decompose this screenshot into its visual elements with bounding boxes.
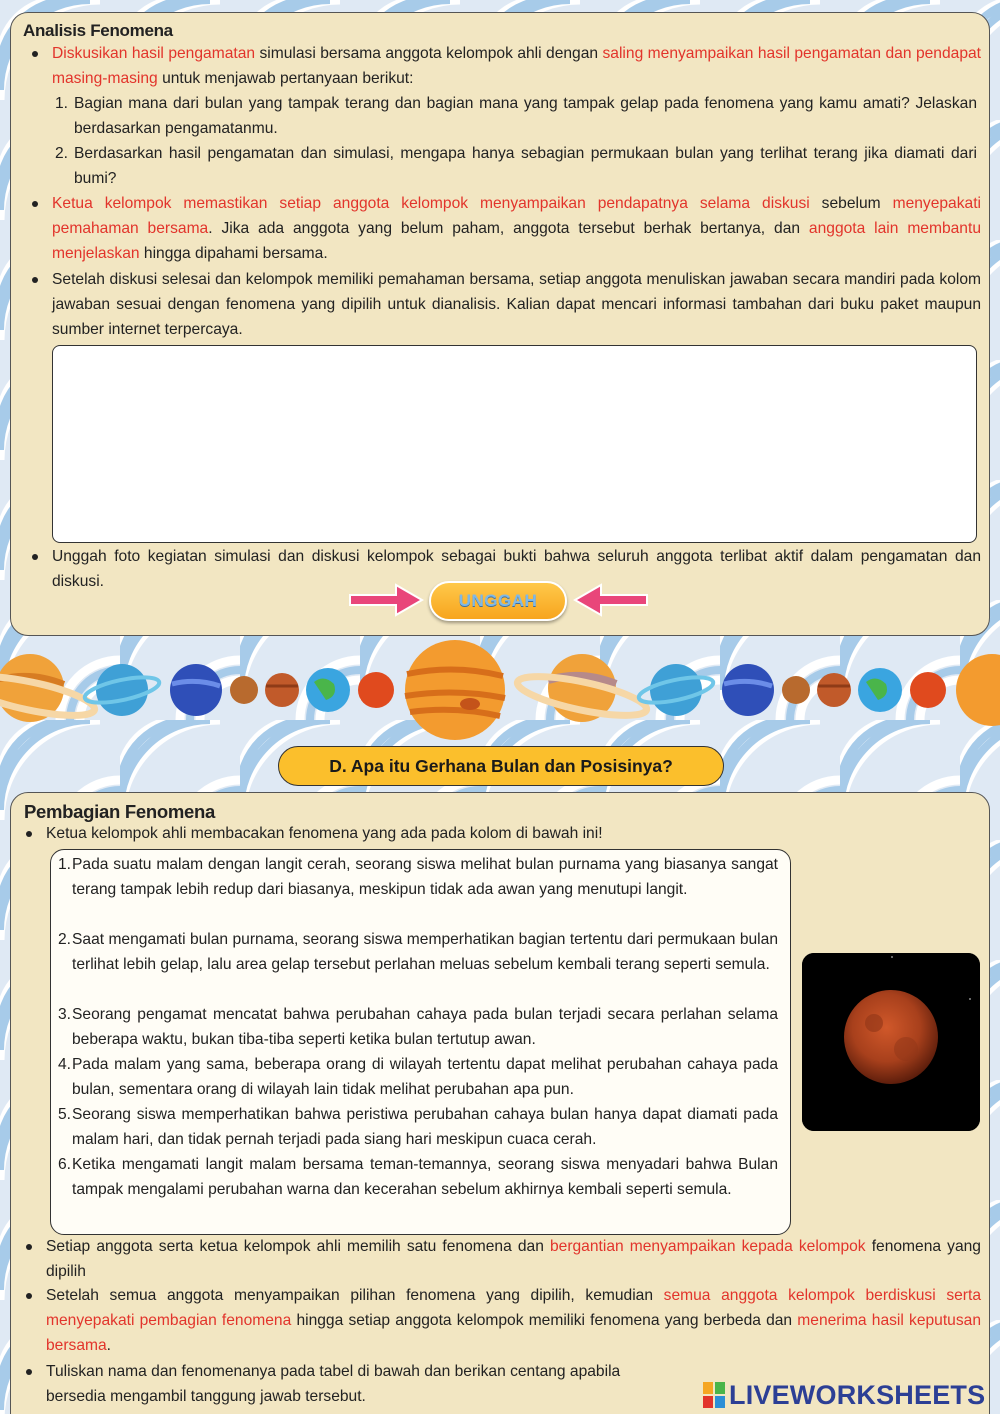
earth-icon [858,668,902,712]
phenomenon-number: 6. [58,1156,72,1173]
mercury-icon [230,676,258,704]
liveworksheets-logo [703,1380,985,1410]
question-text: Bagian mana dari bulan yang tampak terang dan bagian mana yang tampak gelap pada fenomena yang kamu amati? Jelaskan berdasarkan pengamatanmu. [74,95,977,137]
phenomenon-number: 3. [58,1006,72,1023]
phenomenon-text: Seorang siswa memperhatikan bahwa peristiwa perubahan cahaya bulan hanya dapat diamati pada malam hari, dan tidak pernah terjadi pada siang hari meskipun cuaca cerah. [72,1106,778,1148]
division-bullet-table: Tuliskan nama dan fenomenanya pada tabel di bawah dan berikan centang apabila bersedia mengambil tanggung jawab tersebut. [46,1359,676,1409]
answer-input[interactable] [52,345,977,543]
saturn-icon [0,654,97,723]
phenomenon-text: Seorang pengamat mencatat bahwa perubahan cahaya pada bulan terjadi secara perlahan selama beberapa waktu, bukan tiba-tiba seperti ketika bulan tertutup awan. [72,1006,778,1048]
analysis-bullet-upload: Unggah foto kegiatan simulasi dan diskusi kelompok sebagai bukti bahwa seluruh anggota terlibat aktif dalam pengamatan dan diskusi. [52,544,981,594]
planets-decoration [0,640,1000,740]
venus-icon [358,672,394,708]
arrow-left-icon [573,583,649,617]
mercury-icon [782,676,810,704]
analysis-title: Analisis Fenomena [23,21,173,40]
phenomenon-text: Pada malam yang sama, beberapa orang di wilayah tertentu dapat melihat perubahan cahaya pada bulan, sementara orang di wilayah lain tidak melihat perubahan apa pun. [72,1056,778,1098]
division-bullet-choose: Setiap anggota serta ketua kelompok ahli memilih satu fenomena dan bergantian menyampaikan kepada kelompok fenomena yang dipilih [46,1234,981,1284]
saturn-icon [515,654,650,723]
earth-icon [306,668,350,712]
logo-text: LIVEWORKSHEETS [729,1379,986,1410]
neptune-icon [170,664,222,716]
division-panel [10,792,990,1414]
mars-icon [265,673,299,707]
phenomenon-text: Pada suatu malam dengan langit cerah, seorang siswa melihat bulan purnama yang biasanya sangat terang tampak lebih redup dari biasanya, meskipun tidak ada awan yang menutupi langit. [72,856,778,898]
phenomenon-number: 5. [58,1106,72,1123]
question-number: 1. [55,95,69,112]
analysis-bullet-write: Setelah diskusi selesai dan kelompok memiliki pemahaman bersama, setiap anggota menuliskan jawaban secara mandiri pada kolom jawaban sesuai dengan fenomena yang dipilih untuk dianalisis. Kalian dapat mencari informasi tambahan dari buku paket maupun sumber internet terpercaya. [52,267,981,342]
division-bullet-agree: Setelah semua anggota menyampaikan pilihan fenomena yang dipilih, kemudian semua anggota kelompok berdiskusi serta menyepakati pembagian fenomena hingga setiap anggota kelompok memiliki fenomena yang berbeda dan menerima hasil keputusan bersama. [46,1283,981,1358]
upload-button[interactable]: UNGGAH [429,581,567,621]
question-text: Berdasarkan hasil pengamatan dan simulasi, mengapa hanya sebagian permukaan bulan yang terlihat terang jika diamati dari bumi? [74,145,977,187]
analysis-bullet-leader: Ketua kelompok memastikan setiap anggota kelompok menyampaikan pendapatnya selama diskusi sebelum menyepakati pemahaman bersama. Jika ada anggota yang belum paham, anggota tersebut berhak bertanya, dan anggota lain membantu menjelaskan hingga dipahami bersama. [52,191,981,266]
liveworksheets-logo-icon [703,1382,725,1408]
phenomena-box [50,849,791,1235]
analysis-panel [10,12,990,636]
question-number: 2. [55,145,69,162]
division-title: Pembagian Fenomena [24,801,215,822]
jupiter-icon [405,640,505,740]
division-bullet-read: Ketua kelompok ahli membacakan fenomena yang ada pada kolom di bawah ini! [46,821,981,846]
phenomenon-number: 1. [58,856,72,873]
blood-moon-image [802,953,980,1131]
section-title: D. Apa itu Gerhana Bulan dan Posisinya? [278,746,724,786]
mars-icon [817,673,851,707]
jupiter-icon [956,654,1000,726]
phenomenon-number: 2. [58,931,72,948]
analysis-bullet-discuss: Diskusikan hasil pengamatan simulasi bersama anggota kelompok ahli dengan saling menyampaikan hasil pengamatan dan pendapat masing-masing untuk menjawab pertanyaan berikut: [52,41,981,91]
neptune-icon [722,664,774,716]
phenomenon-number: 4. [58,1056,72,1073]
phenomenon-text: Saat mengamati bulan purnama, seorang siswa memperhatikan bagian tertentu dari permukaan bulan terlihat lebih gelap, lalu area gelap tersebut perlahan meluas sebelum kembali terang seperti semula. [72,931,778,973]
venus-icon [910,672,946,708]
arrow-right-icon [348,583,424,617]
phenomenon-text: Ketika mengamati langit malam bersama teman-temannya, seorang siswa menyadari bahwa Bulan tampak mengalami perubahan warna dan kecerahan sebelum akhirnya kembali seperti semula. [72,1156,778,1198]
blood-moon-icon [802,953,980,1131]
